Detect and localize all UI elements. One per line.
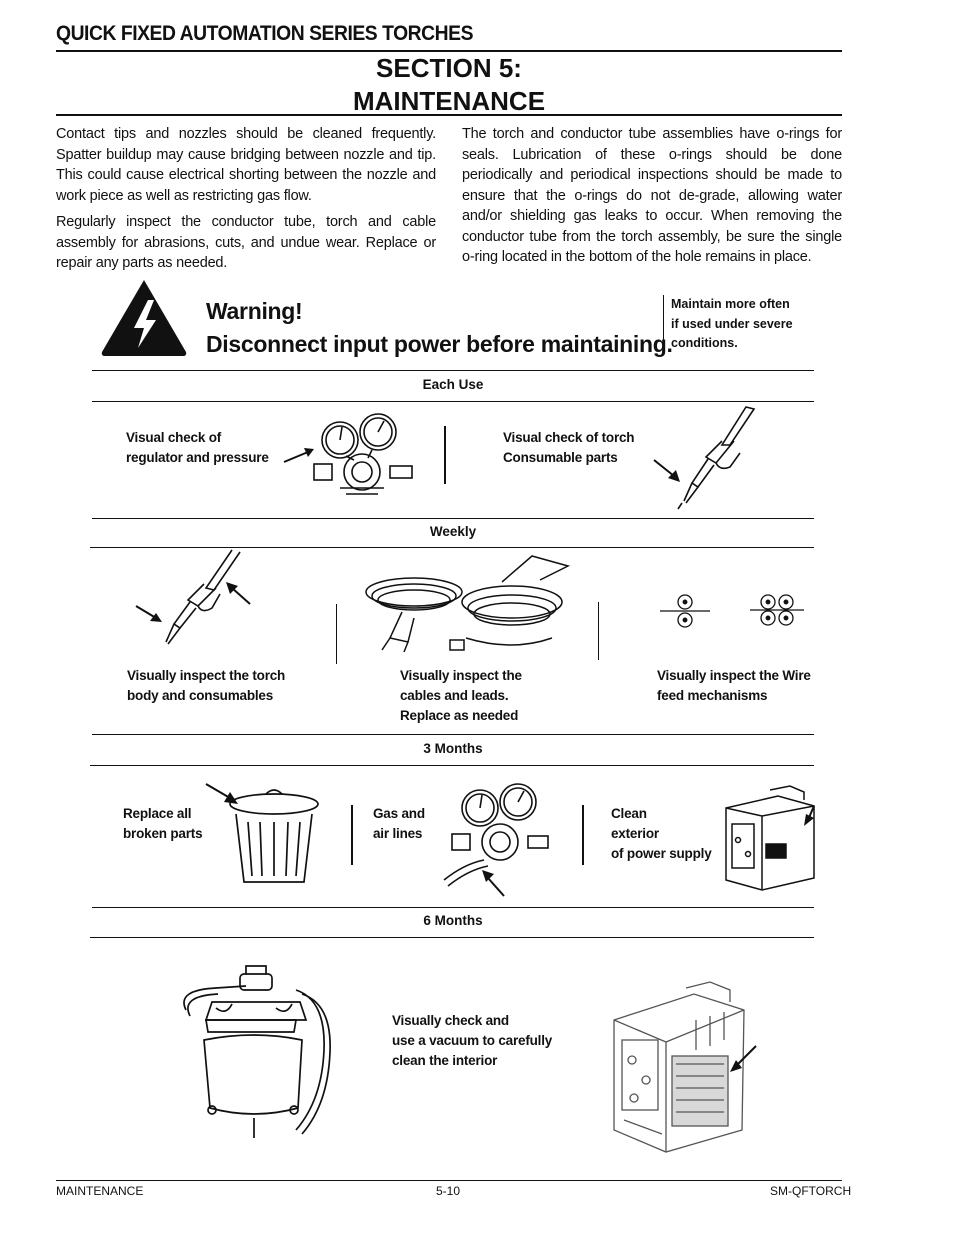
warning-note-line: conditions. (671, 336, 738, 350)
caption-line: body and consumables (127, 688, 274, 703)
band-rule (92, 734, 814, 735)
footer-section-name: MAINTENANCE (56, 1184, 144, 1198)
warning-title: Warning! (206, 298, 303, 324)
caption-line: broken parts (123, 826, 203, 841)
section-title: MAINTENANCE (352, 86, 546, 116)
each-use-regulator-caption (126, 428, 269, 468)
caption-line: clean the interior (392, 1053, 498, 1068)
caption-line: Visual check of torch (503, 430, 635, 445)
caption-line: Visually inspect the (400, 668, 522, 683)
drive-rolls-icon (750, 590, 804, 630)
item-divider (582, 805, 584, 865)
three-months-gas-lines-caption (373, 804, 425, 844)
band-rule (90, 547, 814, 548)
intro-left-column (56, 124, 436, 280)
three-months-exterior-caption (611, 804, 712, 864)
band-rule (92, 518, 814, 519)
section-rule (56, 114, 842, 116)
item-divider (598, 602, 599, 660)
pointer-arrow-icon (480, 868, 508, 898)
weekly-wire-feed-caption (657, 666, 811, 706)
caption-line: regulator and pressure (126, 450, 269, 465)
each-use-torch-caption (503, 428, 634, 468)
electrical-hazard-icon (98, 276, 190, 358)
item-divider (351, 805, 353, 865)
caption-line: exterior (611, 826, 659, 841)
band-rule (92, 401, 814, 402)
band-rule (92, 370, 814, 371)
caption-line: air lines (373, 826, 423, 841)
caption-line: Clean (611, 806, 647, 821)
caption-line: Replace all (123, 806, 192, 821)
power-supply-icon (720, 784, 820, 892)
drive-rolls-icon (660, 590, 710, 630)
vacuum-cleaner-icon (176, 960, 336, 1140)
schedule-each-use-label: Each Use (422, 377, 484, 392)
caption-line: Visually inspect the torch (127, 668, 286, 683)
section-number: SECTION 5: (376, 53, 522, 83)
item-divider (444, 426, 446, 484)
pointer-arrow-icon (802, 804, 818, 826)
footer-page-number: 5-10 (436, 1184, 461, 1198)
torch-icon (670, 405, 760, 510)
warning-note-line: if used under severe (671, 316, 793, 331)
item-divider (336, 604, 337, 664)
trash-can-icon (226, 786, 322, 888)
caption-line: Visually check and (392, 1013, 509, 1028)
cables-leads-icon (362, 552, 582, 664)
caption-line: use a vacuum to carefully (392, 1033, 553, 1048)
intro-paragraph: The torch and conductor tube assemblies have o-rings for seals. Lubrication of these o-rings should be done periodically and periodical inspections should be made to ensure that the o-rings do not de-grade, allowing water and/or shielding gas leaks to occur. When removing the conductor tube from the torch assembly, be sure the single o-ring located in the bottom of the hole remains in place. (462, 126, 842, 265)
three-months-replace-caption (123, 804, 202, 844)
caption-line: Visually inspect the Wire (657, 668, 811, 683)
document-header: QUICK FIXED AUTOMATION SERIES TORCHES (56, 22, 474, 45)
intro-right-column (462, 124, 842, 274)
band-rule (92, 907, 814, 908)
caption-line: Consumable parts (503, 450, 618, 465)
footer-rule (56, 1180, 842, 1181)
warning-message: Disconnect input power before maintaining. (206, 331, 673, 357)
caption-line: feed mechanisms (657, 688, 768, 703)
caption-line: Replace as needed (400, 708, 519, 723)
pointer-arrow-icon (224, 580, 252, 606)
six-months-vacuum-caption (392, 1011, 552, 1071)
warning-note (671, 295, 793, 354)
caption-line: of power supply (611, 846, 712, 861)
band-rule (90, 937, 814, 938)
pointer-arrow-icon (728, 1044, 758, 1074)
caption-line: Gas and (373, 806, 425, 821)
schedule-6-months-label: 6 Months (423, 913, 483, 928)
band-rule (90, 765, 814, 766)
schedule-weekly-label: Weekly (429, 524, 477, 539)
footer-document-code: SM-QFTORCH (770, 1184, 852, 1198)
caption-line: Visual check of (126, 430, 222, 445)
intro-paragraph: Contact tips and nozzles should be cleaned frequently. Spatter buildup may cause bridging between nozzle and tip. This could cause electrical shorting between the nozzle and work piece as well as restricting gas flow. (56, 126, 436, 204)
weekly-torch-caption (127, 666, 285, 706)
warning-divider (663, 295, 664, 353)
warning-note-line: Maintain more often (671, 297, 790, 311)
schedule-3-months-label: 3 Months (423, 741, 483, 756)
intro-paragraph: Regularly inspect the conductor tube, torch and cable assembly for abrasions, cuts, and undue wear. Replace or repair any parts as needed. (56, 214, 436, 271)
weekly-cables-caption (400, 666, 522, 726)
regulator-gauge-icon (310, 410, 420, 500)
caption-line: cables and leads. (400, 688, 509, 703)
